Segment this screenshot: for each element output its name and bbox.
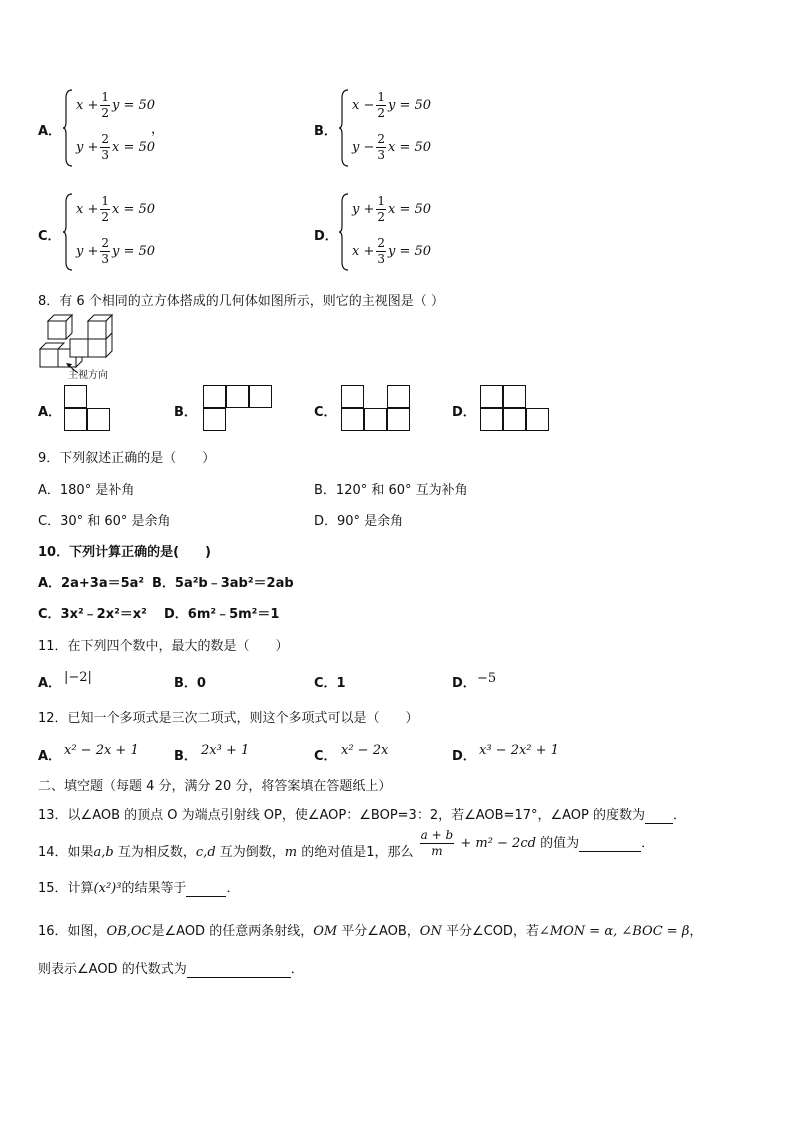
- q12-option-c-expr: x² − 2x: [341, 743, 389, 758]
- q11-option-c: C．1: [314, 676, 346, 691]
- q8-option-c-label: C．: [314, 405, 337, 420]
- section-fill-in-title: 二、填空题（每题 4 分，满分 20 分，将答案填在答题纸上）: [38, 779, 392, 794]
- brace-icon: [62, 88, 74, 168]
- q9-option-a: A．180° 是补角: [38, 483, 135, 498]
- q9-stem: 9．下列叙述正确的是（ ）: [38, 451, 216, 466]
- q12-stem: 12．已知一个多项式是三次二项式，则这个多项式可以是（ ）: [38, 711, 419, 726]
- q11-option-d-value: −5: [477, 671, 497, 686]
- q7-option-a-comma: ，: [151, 122, 165, 137]
- q7-option-a-label: A．: [38, 124, 62, 139]
- q7-option-c-label: C．: [38, 229, 61, 244]
- q14-answer-blank[interactable]: [579, 836, 641, 852]
- q11-option-b: B．0: [174, 676, 206, 691]
- q16-line2: 则表示∠AOD 的代数式为 ．: [38, 962, 304, 977]
- q10-option-d: D．6m²﹣5m²＝1: [164, 607, 280, 622]
- q8-option-b-label: B．: [174, 405, 197, 420]
- q9-option-b: B．120° 和 60° 互为补角: [314, 483, 468, 498]
- q14-text: 14．如果a,b 互为相反数，c,d 互为倒数，m 的绝对值是1，那么 $\frac{a + b}{m}$ + m² − 2cd 的值为 ．: [38, 828, 655, 860]
- q12-option-b-label: B．: [174, 749, 197, 764]
- q12-option-a-label: A．: [38, 749, 62, 764]
- q12-option-d-label: D．: [452, 749, 476, 764]
- q8-stem: 8．有 6 个相同的立方体搭成的几何体如图所示，则它的主视图是（ ）: [38, 294, 444, 309]
- q8-view-direction-label: 主视方向: [68, 370, 108, 381]
- q11-option-a-label: A．: [38, 676, 62, 691]
- brace-icon: [62, 192, 74, 272]
- q12-option-a-expr: x² − 2x + 1: [64, 743, 139, 758]
- q13-answer-blank[interactable]: [645, 808, 673, 824]
- q16-condition: ∠MON = α, ∠BOC = β: [538, 924, 690, 939]
- q16-line1: 16．如图，OB,OC是∠AOD 的任意两条射线，OM 平分∠AOB，ON 平分∠COD，若∠MON = α, ∠BOC = β，: [38, 924, 703, 939]
- q8-option-a-label: A．: [38, 405, 62, 420]
- q12-option-d-expr: x³ − 2x² + 1: [479, 743, 559, 758]
- q8-option-d-label: D．: [452, 405, 476, 420]
- q7-option-b-label: B．: [314, 124, 337, 139]
- q9-option-c: C．30° 和 60° 是余角: [38, 514, 171, 529]
- q7-option-c-system: x + $\frac{1}{2}$ x = 50 y + $\frac{2}{3}$ y = 50: [62, 192, 162, 272]
- q7-option-d-label: D．: [314, 229, 338, 244]
- q15-text: 15．计算(x²)³的结果等于 ．: [38, 881, 240, 896]
- q7-option-d-system: y + $\frac{1}{2}$ x = 50 x + $\frac{2}{3}$ y = 50: [338, 192, 438, 272]
- q12-option-c-label: C．: [314, 749, 337, 764]
- q15-answer-blank[interactable]: [186, 881, 226, 897]
- q10-option-b: B．5a²b﹣3ab²＝2ab: [152, 576, 294, 591]
- q11-option-a-value: |−2|: [64, 670, 92, 685]
- q7-option-a-system: x + $\frac{1}{2}$ y = 50 y + $\frac{2}{3}$ x = 50: [62, 88, 162, 168]
- q10-option-a: A．2a+3a＝5a²: [38, 576, 145, 591]
- q11-stem: 11．在下列四个数中，最大的数是（ ）: [38, 639, 289, 654]
- q12-option-b-expr: 2x³ + 1: [201, 743, 250, 758]
- q11-option-d-label: D．: [452, 676, 476, 691]
- q13-stem: 13．以∠AOB 的顶点 O 为端点引射线 OP，使∠AOP：∠BOP=3：2，若∠AOB=17°，∠AOP 的度数为: [38, 808, 646, 823]
- q7-option-b-system: x − $\frac{1}{2}$ y = 50 y − $\frac{2}{3}$ x = 50: [338, 88, 438, 168]
- brace-icon: [338, 88, 350, 168]
- q16-answer-blank[interactable]: [187, 962, 291, 978]
- q10-option-c: C．3x²﹣2x²＝x²: [38, 607, 147, 622]
- brace-icon: [338, 192, 350, 272]
- q13-text: 13．以∠AOB 的顶点 O 为端点引射线 OP，使∠AOP：∠BOP=3：2，若∠AOB=17°，∠AOP 的度数为 ．: [38, 808, 687, 823]
- q14-fraction: $\frac{a + b}{m}$: [420, 828, 454, 858]
- q9-option-d: D．90° 是余角: [314, 514, 404, 529]
- q10-stem: 10．下列计算正确的是( ): [38, 545, 211, 560]
- q15-expression: (x²)³: [93, 881, 122, 896]
